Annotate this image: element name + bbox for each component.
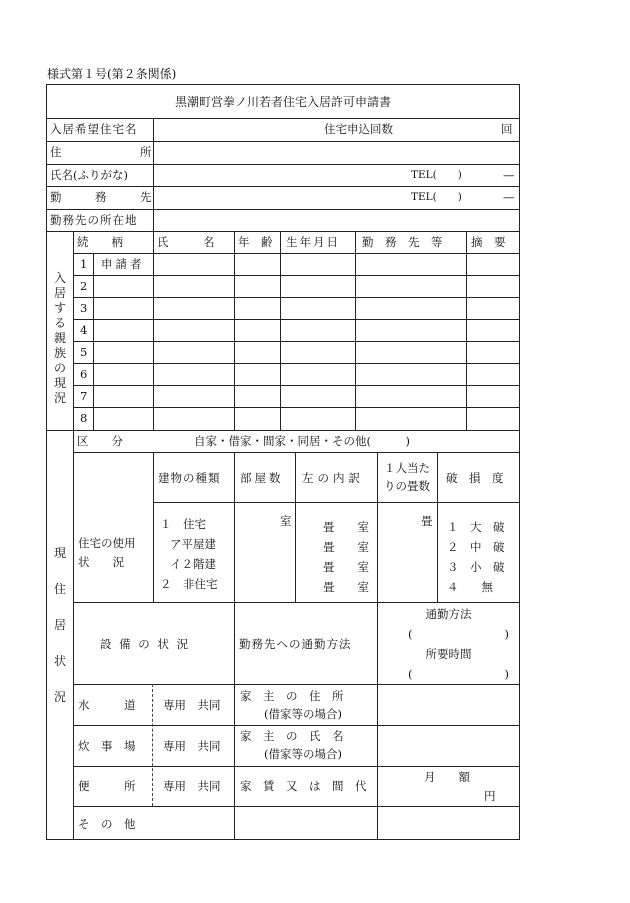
category-label: 区 分 bbox=[77, 434, 123, 448]
building-type-option: １ 住宅 bbox=[160, 517, 206, 531]
application-count-label: 住宅申込回数 bbox=[324, 122, 393, 136]
damage-level: ３ 小 破 bbox=[447, 560, 505, 574]
owner-address-label: 家 主 の 住 所 bbox=[240, 689, 344, 703]
commute-time-label: 所要時間 bbox=[425, 647, 472, 661]
family-header-notes: 摘 要 bbox=[471, 235, 506, 249]
family-header-birthdate: 生年月日 bbox=[286, 235, 340, 249]
owner-name-note: (借家等の場合) bbox=[264, 747, 342, 761]
other-label: そ の 他 bbox=[78, 817, 136, 831]
yen-unit: 円 bbox=[484, 789, 496, 803]
family-row-number: 5 bbox=[80, 345, 88, 359]
family-row-number: 1 bbox=[80, 257, 88, 271]
damage-level: ４ 無 bbox=[447, 580, 493, 594]
name-tel-dash: — bbox=[503, 168, 515, 182]
commute-method-paren: ( ) bbox=[408, 627, 509, 641]
facility-options: 専用 共同 bbox=[163, 779, 221, 793]
family-header-relation: 続 柄 bbox=[77, 235, 123, 249]
commute-label: 勤務先への通勤方法 bbox=[239, 637, 352, 651]
family-header-workplace: 勤 務 先 等 bbox=[362, 235, 443, 249]
facility-options: 専用 共同 bbox=[163, 698, 221, 712]
rent-label: 家 賃 又 は 間 代 bbox=[240, 779, 367, 793]
family-row-number: 3 bbox=[80, 301, 88, 315]
workplace-tel-dash: — bbox=[503, 190, 515, 204]
family-row-number: 4 bbox=[80, 323, 88, 337]
count-unit: 回 bbox=[501, 122, 513, 136]
damage-level: ２ 中 破 bbox=[447, 540, 505, 554]
facility-label: 設 備 の 状 況 bbox=[100, 637, 191, 651]
owner-address-note: (借家等の場合) bbox=[264, 707, 342, 721]
workplace-tel-label: TEL( ) bbox=[411, 191, 462, 203]
facility-name: 便 所 bbox=[78, 779, 136, 793]
family-row-number: 2 bbox=[80, 279, 88, 293]
damage-header: 破 損 度 bbox=[446, 471, 504, 485]
facility-name: 水 道 bbox=[78, 698, 136, 712]
monthly-label: 月 額 bbox=[424, 770, 470, 784]
building-type-option: イ２階建 bbox=[170, 557, 216, 571]
name-tel-label: TEL( ) bbox=[411, 169, 462, 181]
building-type-header: 建物の種類 bbox=[158, 471, 221, 485]
family-row-number: 7 bbox=[80, 389, 88, 403]
room-unit: 室 bbox=[280, 514, 292, 528]
building-type-option: ２ 非住宅 bbox=[160, 577, 218, 591]
room-count-header: 部屋数 bbox=[240, 471, 284, 485]
breakdown-header: 左の内訳 bbox=[302, 471, 364, 485]
commute-time-paren: ( ) bbox=[408, 667, 509, 681]
name-label: 氏名(ふりがな) bbox=[50, 168, 128, 182]
category-options: 自家・借家・間家・同居・その他( ) bbox=[194, 434, 410, 448]
desired-residence-label: 入居希望住宅名 bbox=[50, 122, 138, 136]
commute-method-label: 通勤方法 bbox=[425, 607, 472, 621]
usage-label: 住宅の使用 bbox=[78, 536, 136, 550]
workplace-address-label: 勤務先の所在地 bbox=[50, 213, 138, 227]
family-row-relation: 申請者 bbox=[101, 257, 145, 271]
form-title: 黒潮町営拳ノ川若者住宅入居許可申請書 bbox=[174, 95, 391, 109]
breakdown-row: 畳 室 bbox=[323, 540, 369, 554]
facility-options: 専用 共同 bbox=[163, 739, 221, 753]
mats-per-person-header-2: りの畳数 bbox=[384, 479, 430, 493]
family-section-label: 入 居 す る 親 族 の 現 況 bbox=[53, 271, 66, 405]
breakdown-row: 畳 室 bbox=[323, 580, 369, 594]
mats-per-person-header: １人当た bbox=[384, 461, 430, 475]
family-row-number: 6 bbox=[80, 367, 88, 381]
damage-level: １ 大 破 bbox=[447, 520, 505, 534]
family-header-name: 氏 名 bbox=[157, 235, 215, 249]
mat-unit: 畳 bbox=[421, 514, 433, 528]
family-header-age: 年 齢 bbox=[238, 235, 273, 249]
form-number: 様式第１号(第２条関係) bbox=[47, 67, 177, 81]
usage-label-2: 状 況 bbox=[78, 555, 124, 569]
facility-name: 炊 事 場 bbox=[78, 739, 136, 753]
owner-name-label: 家 主 の 氏 名 bbox=[240, 729, 344, 743]
breakdown-row: 畳 室 bbox=[323, 520, 369, 534]
building-type-option: ア平屋建 bbox=[170, 537, 216, 551]
breakdown-row: 畳 室 bbox=[323, 560, 369, 574]
housing-section-label: 現 住 居 状 況 bbox=[53, 546, 66, 704]
family-row-number: 8 bbox=[80, 411, 88, 425]
